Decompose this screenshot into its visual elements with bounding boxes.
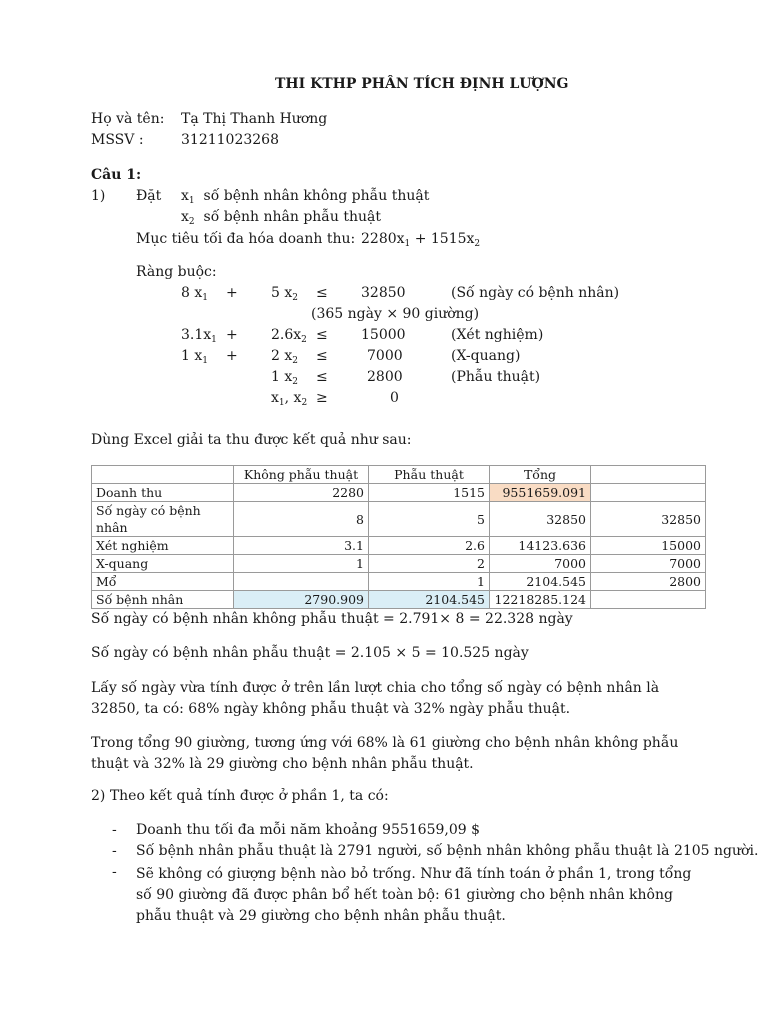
question-heading: Câu 1: [91, 167, 142, 183]
table-row [92, 573, 706, 591]
nonnegativity-rel: ≥ [316, 390, 328, 406]
constraint-3-rhs: 7000 [367, 348, 403, 364]
objective-result-cell: 9551659.091 [490, 484, 591, 502]
decision-variable-cell: 2790.909 [234, 591, 369, 609]
constraint-2-b: $2.6x_2$ [271, 327, 307, 345]
constraint-1-subnote: (365 ngày × 90 giường) [311, 306, 480, 322]
result-paragraph-1: Lấy số ngày vừa tính được ở trên lần lượt chia cho tổng số ngày có bệnh nhân là 32850, ta có: 68% ngày không phẫu thuật và 32% ngày phẫu thuật. [91, 680, 660, 717]
table-cell: 2104.545 [490, 573, 591, 591]
table-cell: 15000 [591, 537, 706, 555]
x2-definition: $x_2$ số bệnh nhân phẫu thuật [181, 209, 381, 227]
table-cell: 2.6 [369, 537, 490, 555]
bullet-item-3: Sẽ không có giượng bệnh nào bỏ trống. Như đã tính toán ở phần 1, trong tổng số 90 giường đã được phân bổ hết toàn bộ: 61 giường cho bệnh nhân không phẫu thuật và 29 giường cho bệnh nhân phẫu thuật. [136, 866, 692, 924]
table-cell: 3.1 [234, 537, 369, 555]
name-label: Họ và tên: [91, 111, 165, 127]
constraint-2-note: (Xét nghiệm) [451, 327, 544, 343]
id-value: 31211023268 [181, 132, 279, 148]
objective-term-1: 2280x [361, 231, 405, 247]
excel-intro: Dùng Excel giải ta thu được kết quả như sau: [91, 432, 412, 448]
constraint-1-rel: ≤ [316, 285, 328, 301]
bullet-item-1: Doanh thu tối đa mỗi năm khoảng 9551659,09 $ [136, 822, 481, 838]
nonnegativity-vars: $x_1$, $x_2$ [271, 390, 308, 408]
table-row-label: Số ngày có bệnh nhân [92, 502, 234, 537]
table-cell [234, 573, 369, 591]
id-label: MSSV : [91, 132, 144, 148]
constraint-1-op: + [226, 285, 238, 301]
table-row [92, 537, 706, 555]
nonnegativity-rhs: 0 [390, 390, 399, 406]
table-cell: 5 [369, 502, 490, 537]
constraint-1-note: (Số ngày có bệnh nhân) [451, 285, 620, 301]
table-row [92, 555, 706, 573]
table-cell: 12218285.124 [490, 591, 591, 609]
table-cell: 7000 [490, 555, 591, 573]
constraint-3-op: + [226, 348, 238, 364]
constraint-1-a: 8 $x_1$ [181, 285, 208, 303]
bullet-marker: - [112, 864, 117, 880]
table-header-row [92, 466, 706, 484]
constraint-3-note: (X-quang) [451, 348, 521, 364]
table-cell: 8 [234, 502, 369, 537]
objective-label: Mục tiêu tối đa hóa doanh thu: [136, 231, 356, 247]
constraint-2-op: + [226, 327, 238, 343]
constraint-4-rel: ≤ [316, 369, 328, 385]
bullet-item-2: Số bệnh nhân phẫu thuật là 2791 người, số bệnh nhân không phẫu thuật là 2105 người. [136, 843, 759, 859]
constraint-3-rel: ≤ [316, 348, 328, 364]
table-cell: 14123.636 [490, 537, 591, 555]
table-row-label: Doanh thu [92, 484, 234, 502]
constraint-2-rhs: 15000 [361, 327, 406, 343]
table-cell: 2800 [591, 573, 706, 591]
table-row-label: Mổ [92, 573, 234, 591]
part2-heading: 2) Theo kết quả tính được ở phần 1, ta có: [91, 788, 389, 804]
result-line-1: Số ngày có bệnh nhân không phẫu thuật = 2.791× 8 = 22.328 ngày [91, 611, 573, 627]
constraint-4-rhs: 2800 [367, 369, 403, 385]
table-row [92, 591, 706, 609]
table-header-cell: Tổng [490, 466, 591, 484]
objective-term-2: + 1515x [410, 231, 475, 247]
table-row-label: X-quang [92, 555, 234, 573]
table-cell [92, 466, 234, 484]
constraint-4-note: (Phẫu thuật) [451, 369, 541, 385]
table-cell [591, 591, 706, 609]
constraint-4-b: 1 $x_2$ [271, 369, 298, 387]
bullet-marker: - [112, 843, 117, 859]
constraint-1-b: 5 $x_2$ [271, 285, 298, 303]
excel-results-table [91, 465, 706, 609]
table-cell: 1 [234, 555, 369, 573]
constraint-2-rel: ≤ [316, 327, 328, 343]
table-row-label: Số bệnh nhân [92, 591, 234, 609]
table-cell [591, 466, 706, 484]
table-cell: 7000 [591, 555, 706, 573]
constraint-1-rhs: 32850 [361, 285, 406, 301]
constraints-label: Ràng buộc: [136, 264, 217, 280]
table-header-cell: Không phẫu thuật [234, 466, 369, 484]
table-cell: 1515 [369, 484, 490, 502]
constraint-2-a: $3.1x_1$ [181, 327, 217, 345]
constraint-3-a: 1 $x_1$ [181, 348, 208, 366]
table-row [92, 484, 706, 502]
name-value: Tạ Thị Thanh Hương [181, 111, 328, 127]
objective-function: $2280x_1 + 1515x_2$ [361, 231, 481, 249]
x1-description: số bệnh nhân không phẫu thuật [203, 188, 430, 204]
part1-number: 1) [91, 188, 106, 204]
table-cell: 2280 [234, 484, 369, 502]
table-cell: 32850 [591, 502, 706, 537]
constraint-3-b: 2 $x_2$ [271, 348, 298, 366]
x2-description: số bệnh nhân phẫu thuật [203, 209, 381, 225]
decision-variable-cell: 2104.545 [369, 591, 490, 609]
table-cell: 1 [369, 573, 490, 591]
table-row [92, 502, 706, 537]
result-line-2: Số ngày có bệnh nhân phẫu thuật = 2.105 × 5 = 10.525 ngày [91, 645, 529, 661]
x1-definition: $x_1$ số bệnh nhân không phẫu thuật [181, 188, 430, 206]
table-cell [591, 484, 706, 502]
result-paragraph-2: Trong tổng 90 giường, tương ứng với 68% là 61 giường cho bệnh nhân không phẫu thuật và 32% là 29 giường cho bệnh nhân phẫu thuật. [91, 735, 679, 772]
table-row-label: Xét nghiệm [92, 537, 234, 555]
document-title: THI KTHP PHÂN TÍCH ĐỊNH LƯỢNG [275, 76, 569, 92]
dat-label: Đặt [136, 188, 162, 204]
table-cell: 2 [369, 555, 490, 573]
bullet-marker: - [112, 822, 117, 838]
table-cell: 32850 [490, 502, 591, 537]
table-header-cell: Phẫu thuật [369, 466, 490, 484]
